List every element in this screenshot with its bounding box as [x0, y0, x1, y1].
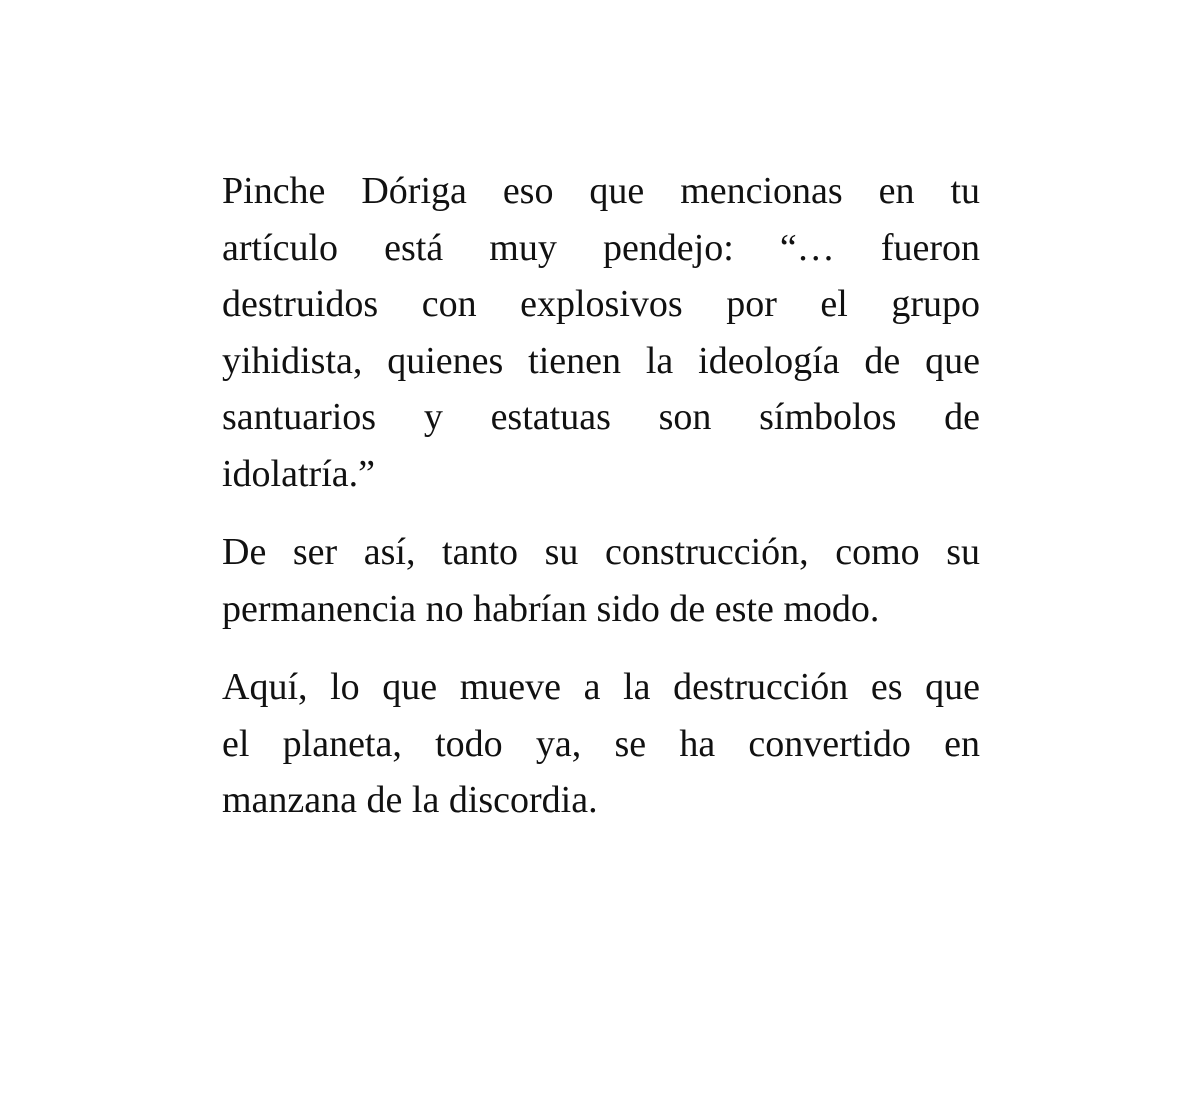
text-line: yihidista, quienes tienen la ideología de que — [222, 339, 980, 382]
paragraph-2 — [222, 524, 980, 637]
text-line: artículo está muy pendejo: “… fueron — [222, 226, 980, 269]
paragraph-1 — [222, 163, 980, 502]
text-line: destruidos con explosivos por el grupo — [222, 283, 980, 325]
body-text — [222, 163, 980, 851]
text-line: manzana de la discordia. — [222, 779, 598, 821]
text-line: idolatría.” — [222, 452, 375, 495]
text-line: santuarios y estatuas son símbolos de — [222, 396, 980, 438]
text-line: permanencia no habrían sido de este modo. — [222, 587, 880, 630]
text-line: Pinche Dóriga eso que mencionas en tu — [222, 170, 980, 212]
paragraph-3 — [222, 659, 980, 829]
text-line: el planeta, todo ya, se ha convertido en — [222, 722, 980, 765]
text-line: Aquí, lo que mueve a la destrucción es que — [222, 666, 980, 708]
text-line: De ser así, tanto su construcción, como su — [222, 531, 980, 573]
